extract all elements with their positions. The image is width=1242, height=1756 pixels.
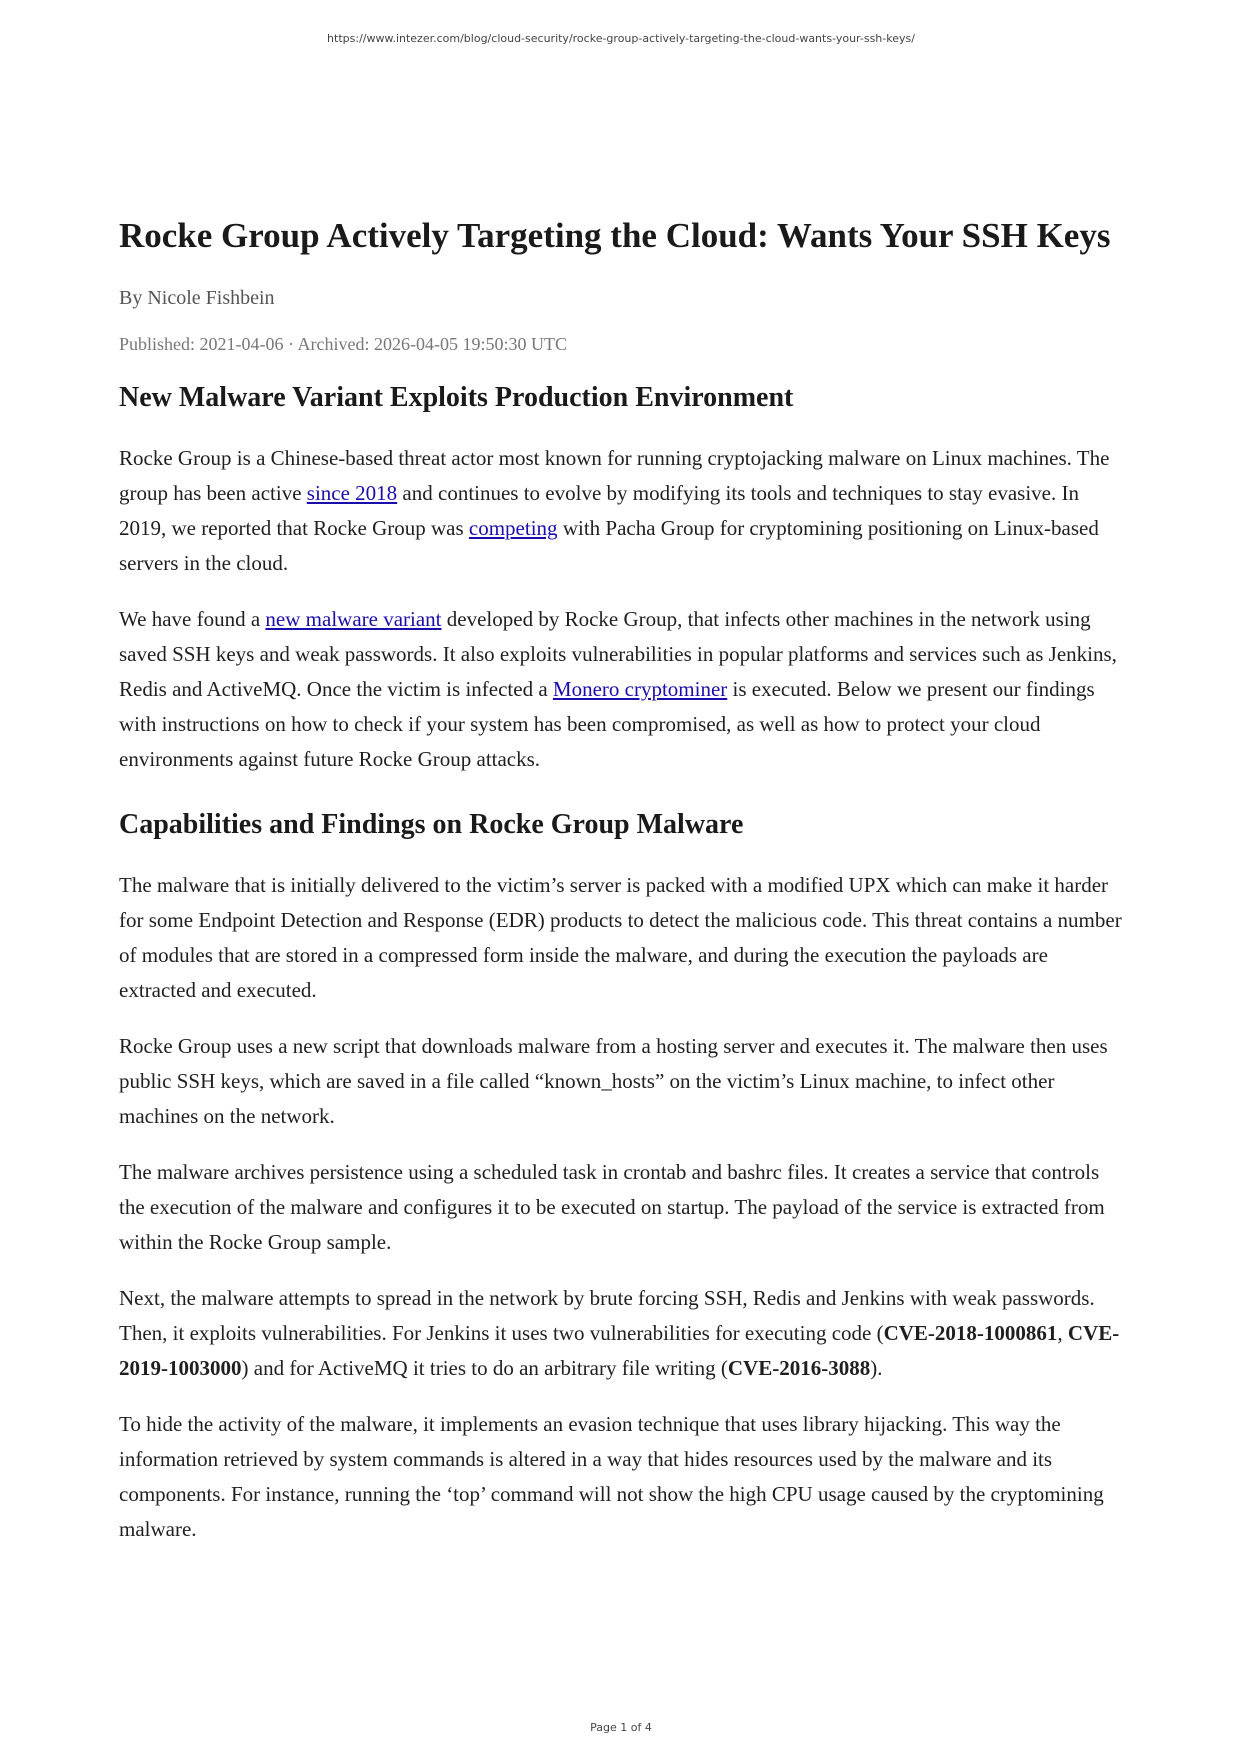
paragraph-text: and continues to evolve by modifying its tools and techniques to stay evasive. In 2019, we reported that Rocke Group was	[119, 481, 1079, 540]
paragraph-text: Rocke Group is a Chinese-based threat actor most known for running cryptojacking malware on Linux machines. The group has been active	[119, 446, 1110, 505]
link-new-malware-variant[interactable]: new malware variant	[265, 607, 442, 631]
cve-2019-1003000: CVE-2019-1003000	[119, 1321, 1120, 1380]
cve-2018-1000861: CVE-2018-1000861	[883, 1321, 1058, 1345]
author-byline: By Nicole Fishbein	[119, 287, 275, 309]
page-number: Page 1 of 4	[590, 1721, 652, 1734]
paragraph-intro	[119, 441, 1129, 581]
paragraph-findings	[119, 602, 1129, 777]
paragraph-upx-packing: The malware that is initially delivered to the victim’s server is packed with a modified UPX which can make it harder for some Endpoint Detection and Response (EDR) products to detect the malicious code. This threat contains a number of modules that are stored in a compressed form inside the malware, and during the execution the payloads are extracted and executed.	[119, 873, 1122, 1002]
paragraph-text: ).	[870, 1356, 883, 1380]
paragraph-text: is executed. Below we present our findings with instructions on how to check if your system has been compromised, as well as how to protect your cloud environments against future Rocke Group attacks.	[119, 677, 1095, 771]
publish-date: Published: 2021-04-06 · Archived: 2026-04-05 19:50:30 UTC	[119, 334, 567, 354]
paragraph-text: Next, the malware attempts to spread in the network by brute forcing SSH, Redis and Jenkins with weak passwords. Then, it exploits vulnerabilities. For Jenkins it uses two vulnerabilities for executing code (	[119, 1286, 1095, 1345]
paragraph-vulnerabilities	[119, 1281, 1129, 1386]
link-since-2018[interactable]: since 2018	[306, 481, 398, 505]
article-title: Rocke Group Actively Targeting the Cloud: Wants Your SSH Keys	[119, 216, 1111, 255]
paragraph-text: We have found a	[119, 607, 266, 631]
paragraph-text: ,	[1057, 1321, 1068, 1345]
link-monero-cryptominer[interactable]: Monero cryptominer	[552, 677, 728, 701]
paragraph-evasion: To hide the activity of the malware, it implements an evasion technique that uses library hijacking. This way the information retrieved by system commands is altered in a way that hides resources used by the malware and its components. For instance, running the ‘top’ command will not show the high CPU usage caused by the cryptomining malware.	[119, 1412, 1104, 1541]
paragraph-ssh-spread: Rocke Group uses a new script that downloads malware from a hosting server and executes it. The malware then uses public SSH keys, which are saved in a file called “known_hosts” on the victim’s Linux machine, to infect other machines on the network.	[119, 1034, 1108, 1128]
cve-2016-3088: CVE-2016-3088	[727, 1356, 871, 1380]
paragraph-text: with Pacha Group for cryptomining positioning on Linux-based servers in the cloud.	[119, 516, 1099, 575]
paragraph-persistence: The malware archives persistence using a scheduled task in crontab and bashrc files. It creates a service that controls the execution of the malware and configures it to be executed on startup. The payload of the service is extracted from within the Rocke Group sample.	[119, 1160, 1105, 1254]
page-url-header: https://www.intezer.com/blog/cloud-security/rocke-group-actively-targeting-the-cloud-wants-your-ssh-keys/	[327, 32, 915, 45]
paragraph-text: developed by Rocke Group, that infects other machines in the network using saved SSH keys and weak passwords. It also exploits vulnerabilities in popular platforms and services such as Jenkins, Redis and ActiveMQ. Once the victim is infected a	[119, 607, 1117, 701]
section-heading-capabilities: Capabilities and Findings on Rocke Group Malware	[119, 809, 744, 840]
article	[119, 214, 1129, 1547]
section-heading-new-variant: New Malware Variant Exploits Production Environment	[119, 382, 794, 413]
link-competing[interactable]: competing	[468, 516, 558, 540]
paragraph-text: ) and for ActiveMQ it tries to do an arbitrary file writing (	[241, 1356, 728, 1380]
